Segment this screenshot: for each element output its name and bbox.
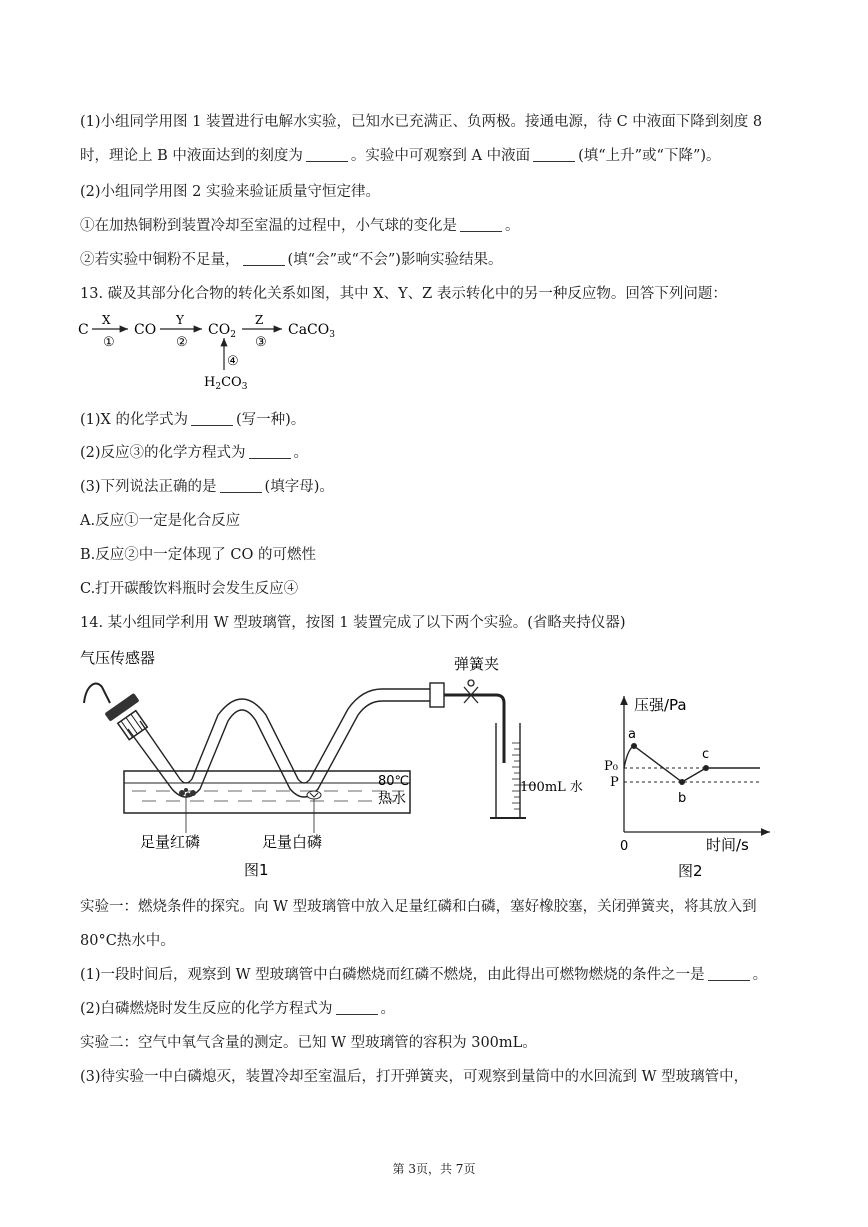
- q13-part3: (3)下列说法正确的是 (填字母)。: [80, 479, 334, 495]
- q13-part2: (2)反应③的化学方程式为 。: [80, 445, 309, 461]
- answer-blank[interactable]: [220, 478, 262, 493]
- tube-connector: [430, 683, 444, 707]
- q14-part2: (2)白磷燃烧时发生反应的化学方程式为 。: [80, 1001, 396, 1017]
- reagent-y: Y: [176, 313, 184, 327]
- graduated-cylinder: [496, 723, 520, 818]
- answer-blank[interactable]: [460, 217, 502, 232]
- conversion-diagram: [76, 310, 376, 394]
- q12-line5: ②若实验中铜粉不足量， (填“会”或“不会”)影响实验结果。: [80, 252, 503, 268]
- q12-line3: (2)小组同学用图 2 实验来验证质量守恒定律。: [80, 184, 380, 200]
- label-hot-water: 热水: [378, 791, 406, 807]
- label-white-phosphorus: 足量白磷: [262, 833, 323, 851]
- figure-1-apparatus: [76, 643, 596, 888]
- formula-h2co3: $H_2CO_3$: [204, 375, 248, 392]
- answer-blank[interactable]: [533, 147, 575, 162]
- y-axis-label: 压强/Pa: [634, 696, 687, 714]
- point-c-label: c: [702, 747, 710, 762]
- step-4: ④: [227, 354, 239, 369]
- q14-part1: (1)一段时间后，观察到 W 型玻璃管中白磷燃烧而红磷不燃烧，由此得出可燃物燃烧的条件之一是 。: [80, 967, 768, 983]
- q12-line1: (1)小组同学用图 1 装置进行电解水实验，已知水已充满正、负两极。接通电源，待 C 中液面下降到刻度 8: [80, 114, 763, 130]
- answer-blank[interactable]: [191, 411, 233, 426]
- point-b-label: b: [678, 791, 687, 806]
- p-label: P: [610, 775, 619, 790]
- step-1: ①: [103, 335, 115, 350]
- page-footer: 第 3页，共 7页: [392, 1162, 476, 1176]
- label-temperature: 80℃: [378, 774, 410, 789]
- answer-blank[interactable]: [708, 966, 750, 981]
- p0-label: P₀: [604, 759, 618, 774]
- w-tube-inner: [140, 689, 430, 783]
- label-red-phosphorus: 足量红磷: [140, 833, 201, 851]
- figure-2-caption: 图2: [678, 862, 703, 880]
- q12-line4: ①在加热铜粉到装置冷却至室温的过程中，小气球的变化是 。: [80, 218, 520, 234]
- step-2: ②: [176, 335, 188, 350]
- rubber-tube: [444, 695, 504, 763]
- point-a: [631, 743, 637, 749]
- q14-exp1-line2: 80°C热水中。: [80, 933, 175, 949]
- label-spring-clamp: 弹簧夹: [454, 655, 500, 673]
- point-b: [679, 779, 685, 785]
- figure-2-pressure-graph: [598, 690, 778, 882]
- origin-label: 0: [620, 839, 629, 854]
- q13-option-b: B.反应②中一定体现了 CO 的可燃性: [80, 547, 316, 563]
- answer-blank[interactable]: [336, 1000, 378, 1015]
- x-axis-label: 时间/s: [706, 836, 749, 854]
- label-cylinder-water: 100mL 水: [520, 780, 583, 795]
- q14-stem: 14. 某小组同学利用 W 型玻璃管，按图 1 装置完成了以下两个实验。(省略夹持仪器): [80, 615, 626, 631]
- spring-clamp-icon: [464, 680, 478, 703]
- q13-option-a: A.反应①一定是化合反应: [80, 513, 241, 529]
- formula-co: CO: [134, 322, 157, 338]
- answer-blank[interactable]: [249, 444, 291, 459]
- q14-part3: (3)待实验一中白磷熄灭，装置冷却至室温后，打开弹簧夹，可观察到量筒中的水回流到 W 型玻璃管中，: [80, 1069, 749, 1085]
- reagent-x: X: [102, 313, 111, 327]
- figure-1-caption: 图1: [244, 861, 269, 879]
- q13-part1: (1)X 的化学式为 (写一种)。: [80, 412, 306, 428]
- q14-exp2: 实验二：空气中氧气含量的测定。已知 W 型玻璃管的容积为 300mL。: [80, 1035, 537, 1051]
- formula-caco3: CaCO$_3$: [288, 322, 335, 340]
- sensor-cable: [84, 684, 110, 703]
- answer-blank[interactable]: [243, 251, 285, 266]
- step-3: ③: [255, 335, 267, 350]
- q14-exp1-line1: 实验一：燃烧条件的探究。向 W 型玻璃管中放入足量红磷和白磷，塞好橡胶塞，关闭弹簧夹，将其放入到: [80, 899, 757, 915]
- point-a-label: a: [628, 727, 636, 742]
- white-phosphorus: [307, 791, 321, 799]
- pressure-curve: [624, 746, 760, 782]
- water-bath: [124, 771, 410, 813]
- q13-stem: 13. 碳及其部分化合物的转化关系如图，其中 X、Y、Z 表示转化中的另一种反应物。回答下列问题：: [80, 286, 727, 302]
- cylinder-scale: [512, 743, 520, 809]
- label-pressure-sensor: 气压传感器: [80, 649, 156, 667]
- q13-option-c: C.打开碳酸饮料瓶时会发生反应④: [80, 581, 299, 597]
- answer-blank[interactable]: [306, 147, 348, 162]
- reagent-z: Z: [255, 313, 264, 327]
- formula-c: C: [78, 322, 89, 338]
- point-c: [703, 765, 709, 771]
- formula-co2: $CO_2$: [208, 322, 236, 340]
- q12-line2: 时，理论上 B 中液面达到的刻度为 。实验中可观察到 A 中液面 (填“上升”或“下降”)。: [80, 148, 721, 164]
